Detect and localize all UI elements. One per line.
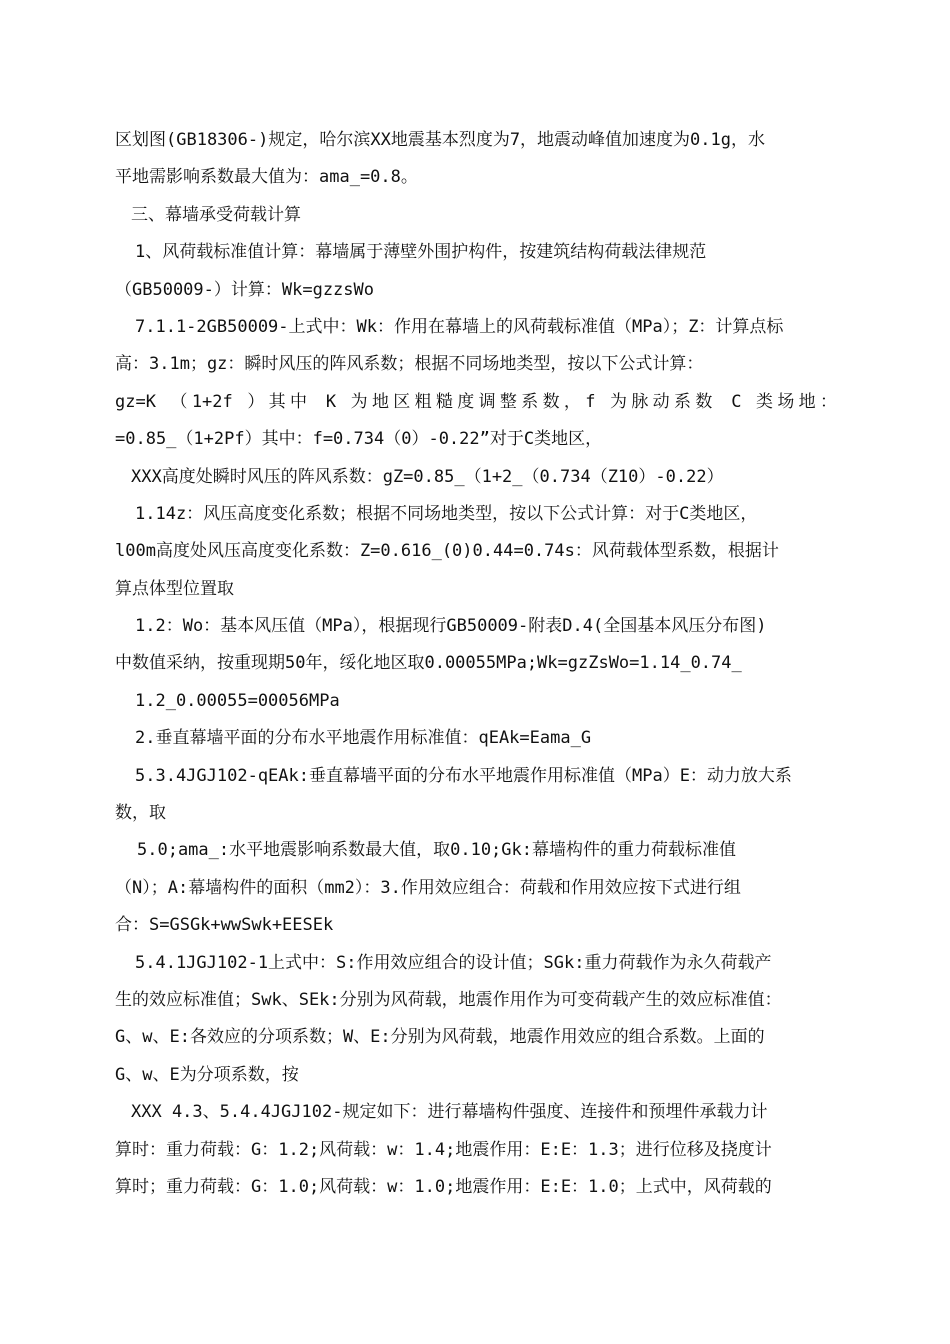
text-line: gz=K （1+2f ）其中 K 为地区粗糙度调整系数，f 为脉动系数 C 类场地： [115, 391, 837, 412]
text-line: l00m高度处风压高度变化系数：Z=0.616_(0)0.44=0.74s：风荷载体型系数，根据计 [115, 541, 779, 562]
document-body [115, 122, 837, 1206]
text-line: XXX高度处瞬时风压的阵风系数：gZ=0.85_（1+2_（0.734（Z10）-0.22） [131, 466, 724, 487]
text-line: 区划图(GB18306-)规定，哈尔滨XX地震基本烈度为7，地震动峰值加速度为0.1g，水 [115, 130, 765, 150]
text-line: 7.1.1-2GB50009-上式中：Wk：作用在幕墙上的风荷载标准值（MPa）；Z：计算点标 [135, 316, 784, 337]
text-line: 算时；重力荷载：G：1.0;风荷载：w：1.0;地震作用：E:E：1.0；上式中，风荷载的 [115, 1176, 772, 1197]
text-line: 1、风荷载标准值计算：幕墙属于薄壁外围护构件，按建筑结构荷载法律规范 [135, 242, 707, 263]
text-line: 生的效应标准值；Swk、SEk:分别为风荷载，地震作用作为可变荷载产生的效应标准值： [115, 989, 782, 1010]
text-line: 平地需影响系数最大值为：ama_=0.8。 [115, 167, 418, 188]
text-line: 1.14z：风压高度变化系数；根据不同场地类型，按以下公式计算：对于C类地区， [135, 503, 758, 524]
text-line: G、w、E为分项系数，按 [115, 1064, 299, 1085]
text-line: G、w、E:各效应的分项系数；W、E:分别为风荷载，地震作用效应的组合系数。上面的 [115, 1027, 765, 1048]
text-line: （GB50009-）计算：Wk=gzzsWo [115, 279, 374, 300]
text-line: 中数值采纳，按重现期50年，绥化地区取0.00055MPa;Wk=gzZsWo=1.14_0.74_ [115, 653, 742, 674]
text-line: XXX 4.3、5.4.4JGJ102-规定如下：进行幕墙构件强度、连接件和预埋件承载力计 [131, 1102, 768, 1123]
text-line: 合：S=GSGk+wwSwk+EESEk [115, 915, 334, 936]
text-line: （N）；A:幕墙构件的面积（mm2）：3.作用效应组合：荷载和作用效应按下式进行组 [115, 877, 741, 898]
text-line: 5.4.1JGJ102-1上式中：S:作用效应组合的设计值；SGk:重力荷载作为永久荷载产 [135, 952, 772, 973]
text-line: 5.0;ama_:水平地震影响系数最大值，取0.10;Gk:幕墙构件的重力荷载标准值 [137, 840, 736, 861]
text-line: =0.85_（1+2Pf）其中：f=0.734（0）-0.22”对于C类地区， [115, 429, 603, 450]
text-line: 5.3.4JGJ102-qEAk:垂直幕墙平面的分布水平地震作用标准值（MPa）E：动力放大系 [135, 765, 792, 786]
text-line: 数，取 [115, 803, 166, 824]
text-line: 1.2：Wo：基本风压值（MPa），根据现行GB50009-附表D.4(全国基本风压分布图) [135, 616, 767, 637]
text-line: 2.垂直幕墙平面的分布水平地震作用标准值：qEAk=Eama_G [135, 728, 592, 749]
text-line: 高：3.1m；gz：瞬时风压的阵风系数；根据不同场地类型，按以下公式计算： [115, 354, 704, 375]
section-heading: 三、幕墙承受荷载计算 [131, 204, 301, 225]
text-line: 算点体型位置取 [115, 578, 234, 599]
text-line: 1.2_0.00055=00056MPa [135, 690, 340, 711]
text-line: 算时：重力荷载：G：1.2;风荷载：w：1.4;地震作用：E:E：1.3；进行位移及挠度计 [115, 1139, 772, 1160]
